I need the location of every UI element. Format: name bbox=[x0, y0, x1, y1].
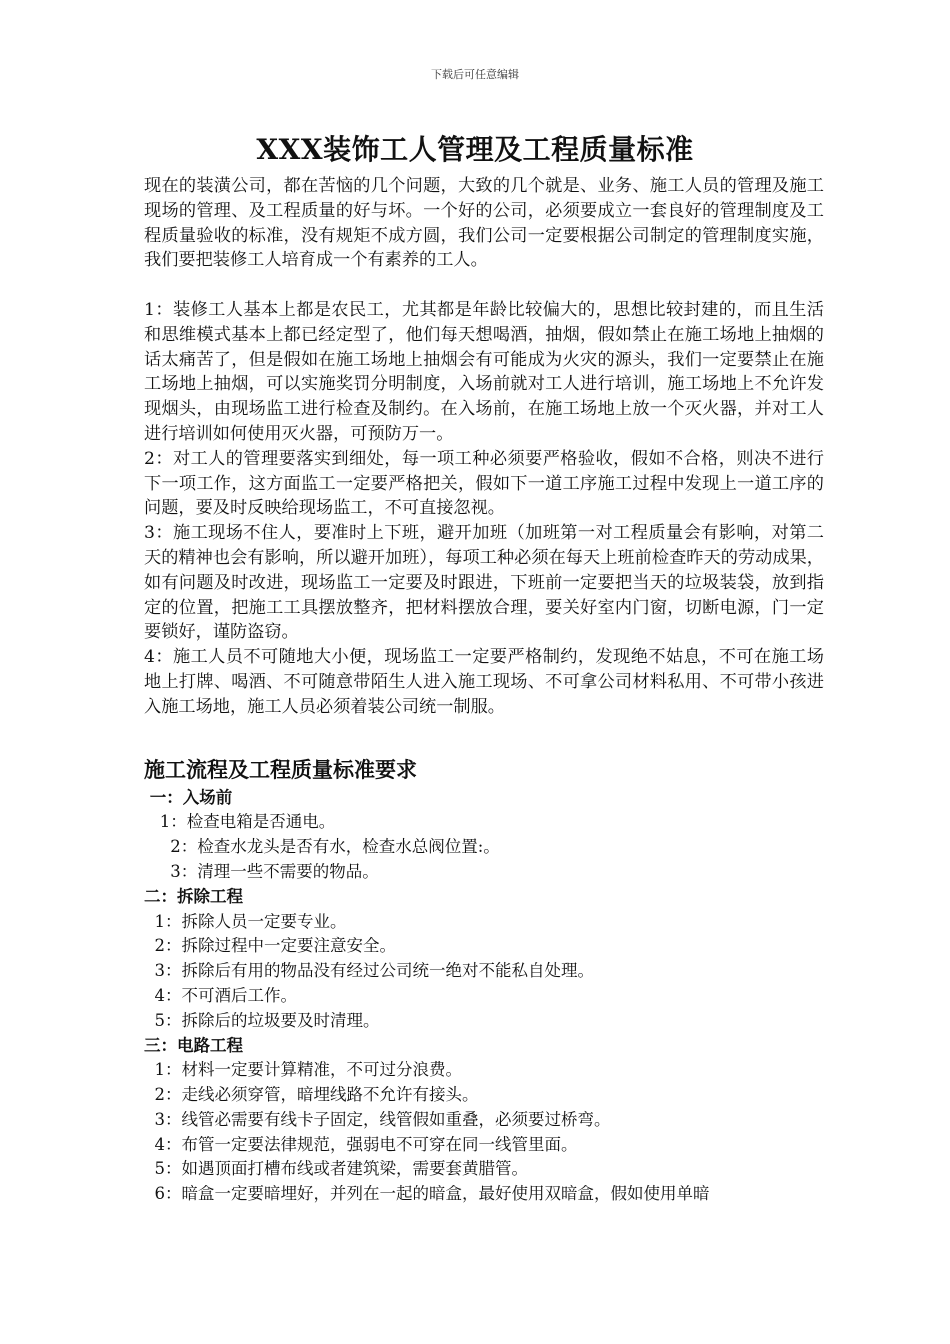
point-2: 2：对工人的管理要落实到细处，每一项工种必须要严格验收，假如不合格，则决不进行下一项工作，这方面监工一定要严格把关，假如下一道工序施工过程中发现上一道工序的问题，要及时反映给现场监工，不可直接忽视。 bbox=[144, 448, 824, 519]
section-1-heading: 一：入场前 bbox=[144, 787, 233, 807]
point-4: 4：施工人员不可随地大小便，现场监工一定要严格制约，发现绝不姑息，不可在施工场地上打牌、喝酒、不可随意带陌生人进入施工现场、不可拿公司材料私用、不可带小孩进入施工场地，施工人员必须着装公司统一制服。 bbox=[144, 647, 824, 717]
spacer bbox=[144, 273, 824, 298]
s2-item: 5：拆除后的垃圾要及时清理。 bbox=[144, 1010, 380, 1030]
point-3: 3：施工现场不住人，要准时上下班，避开加班（加班第一对工程质量会有影响，对第二天的精神也会有影响，所以避开加班），每项工种必须在每天上班前检查昨天的劳动成果，如有问题及时改进，现场监工一定要及时跟进，下班前一定要把当天的垃圾装袋，放到指定的位置，把施工工具摆放整齐，把材料摆放合理，要关好室内门窗，切断电源，门一定要锁好，谨防盗窃。 bbox=[144, 523, 824, 643]
section-title: 施工流程及工程质量标准要求 bbox=[144, 756, 417, 782]
s3-item: 6：暗盒一定要暗埋好，并列在一起的暗盒，最好使用双暗盒，假如使用单暗 bbox=[144, 1184, 710, 1204]
document-body bbox=[144, 174, 824, 1207]
section-2-heading: 二：拆除工程 bbox=[144, 886, 243, 906]
s1-item: 1：检查电箱是否通电。 bbox=[144, 812, 336, 832]
download-watermark: 下载后可任意编辑 bbox=[431, 68, 519, 81]
s3-item: 5：如遇顶面打槽布线或者建筑梁，需要套黄腊管。 bbox=[144, 1159, 528, 1179]
s1-item: 3：清理一些不需要的物品。 bbox=[144, 861, 379, 881]
s2-item: 4：不可酒后工作。 bbox=[144, 985, 297, 1005]
s1-item: 2：检查水龙头是否有水，检查水总阀位置:。 bbox=[144, 837, 500, 857]
document-title: XXX装饰工人管理及工程质量标准 bbox=[256, 133, 694, 166]
s2-item: 3：拆除后有用的物品没有经过公司统一绝对不能私自处理。 bbox=[144, 961, 594, 981]
intro-paragraph: 现在的装潢公司，都在苦恼的几个问题，大致的几个就是、业务、施工人员的管理及施工现场的管理、及工程质量的好与坏。一个好的公司，必须要成立一套良好的管理制度及工程质量验收的标准，没有规矩不成方圆，我们公司一定要根据公司制定的管理制度实施，我们要把装修工人培育成一个有素养的工人。 bbox=[144, 176, 824, 271]
s3-item: 1：材料一定要计算精准，不可过分浪费。 bbox=[144, 1060, 462, 1080]
s3-item: 2：走线必须穿管，暗埋线路不允许有接头。 bbox=[144, 1085, 479, 1105]
s2-item: 2：拆除过程中一定要注意安全。 bbox=[144, 936, 396, 956]
s3-item: 3：线管必需要有线卡子固定，线管假如重叠，必须要过桥弯。 bbox=[144, 1109, 611, 1129]
point-1: 1：装修工人基本上都是农民工，尤其都是年龄比较偏大的，思想比较封建的，而且生活和思维模式基本上都已经定型了，他们每天想喝酒，抽烟，假如禁止在施工场地上抽烟的话太痛苦了，但是假如在施工场地上抽烟会有可能成为火灾的源头，我们一定要禁止在施工场地上抽烟，可以实施奖罚分明制度，入场前就对工人进行培训，施工场地上不允许发现烟头，由现场监工进行检查及制约。在入场前，在施工场地上放一个灭火器，并对工人进行培训如何使用灭火器，可预防万一。 bbox=[144, 299, 824, 444]
s3-item: 4：布管一定要法律规范，强弱电不可穿在同一线管里面。 bbox=[144, 1134, 578, 1154]
section-3-heading: 三：电路工程 bbox=[144, 1035, 243, 1055]
s2-item: 1：拆除人员一定要专业。 bbox=[144, 911, 347, 931]
